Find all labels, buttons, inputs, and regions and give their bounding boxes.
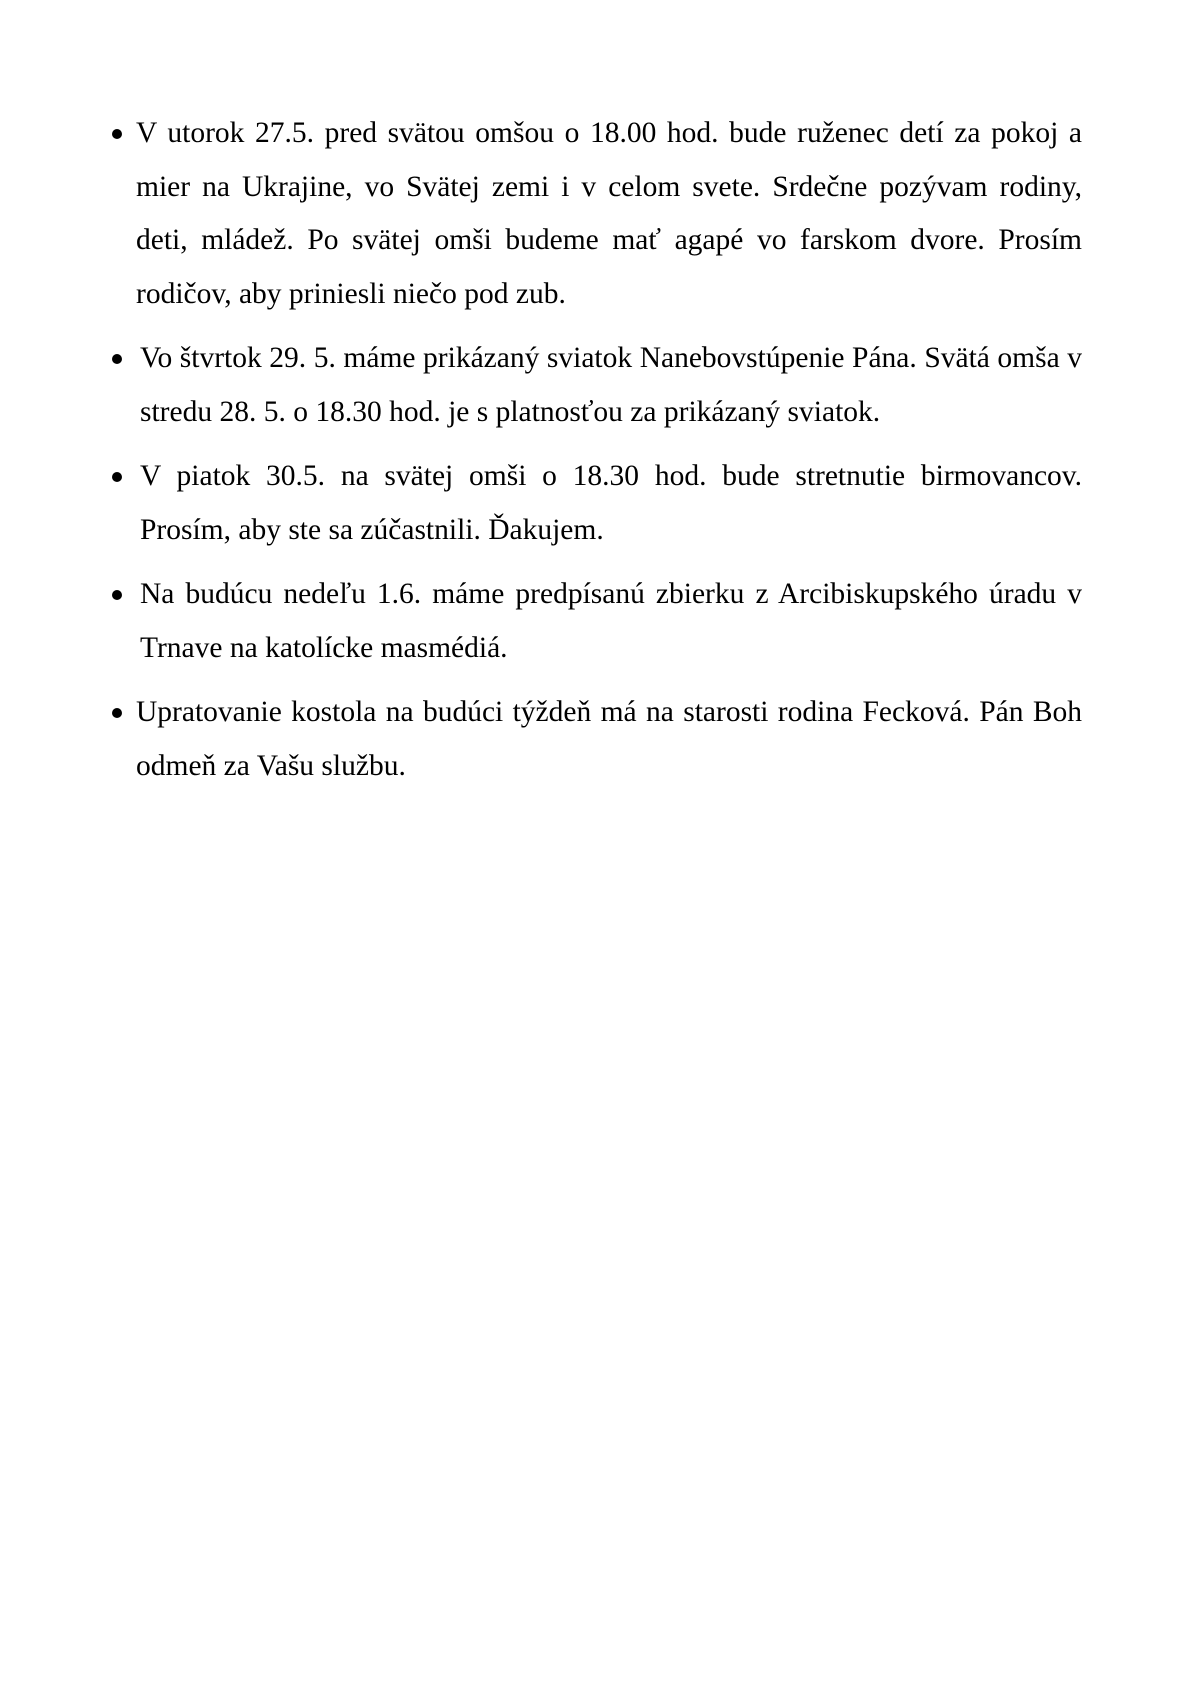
list-item: [112, 568, 1082, 675]
bullet-icon: [112, 472, 122, 482]
announcement-text: Upratovanie kostola na budúci týždeň má na starosti rodina Fecková. Pán Boh odmeň za Vašu službu.: [136, 696, 1082, 782]
list-item: [112, 332, 1082, 439]
announcement-text: V utorok 27.5. pred svätou omšou o 18.00 hod. bude ruženec detí za pokoj a mier na Ukrajine, vo Svätej zemi i v celom svete. Srdečne pozývam rodiny, deti, mládež. Po svätej omši budeme mať agapé vo farskom dvore. Prosím rodičov, aby priniesli niečo pod zub.: [136, 117, 1082, 310]
list-item: [112, 686, 1082, 793]
bullet-icon: [112, 708, 122, 718]
bullet-icon: [112, 129, 122, 139]
announcement-text: V piatok 30.5. na svätej omši o 18.30 hod. bude stretnutie birmovancov. Prosím, aby ste sa zúčastnili. Ďakujem.: [140, 460, 1082, 546]
bullet-icon: [112, 354, 122, 364]
bullet-icon: [112, 590, 122, 600]
announcement-text: Vo štvrtok 29. 5. máme prikázaný sviatok Nanebovstúpenie Pána. Svätá omša v stredu 28. 5. o 18.30 hod. je s platnosťou za prikázaný sviatok.: [140, 342, 1082, 428]
announcement-list: [112, 107, 1082, 804]
announcement-text: Na budúcu nedeľu 1.6. máme predpísanú zbierku z Arcibiskupského úradu v Trnave na katolícke masmédiá.: [140, 578, 1082, 664]
list-item: [112, 450, 1082, 557]
list-item: [112, 107, 1082, 321]
